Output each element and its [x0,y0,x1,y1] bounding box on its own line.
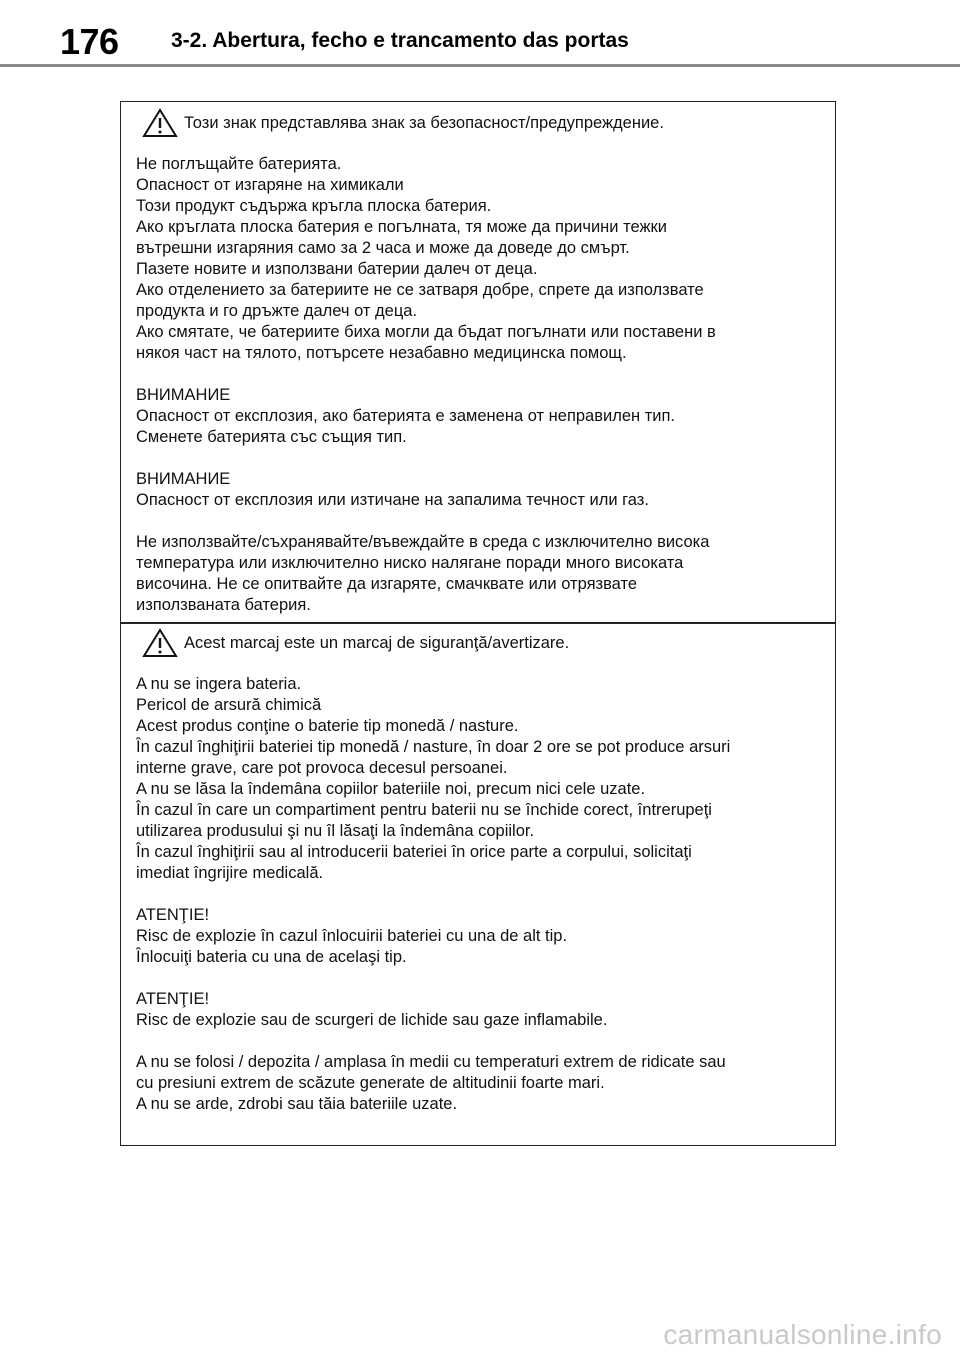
warning-triangle-icon [142,628,178,658]
text-line: A nu se lăsa la îndemâna copiilor bateriile noi, precum nici cele uzate. [136,780,646,798]
language-divider [120,622,836,624]
text-line: Не поглъщайте батерията. [136,155,342,173]
page-header [0,0,960,72]
text-line: În cazul în care un compartiment pentru baterii nu se închide corect, întrerupeţi [136,801,712,819]
text-line: Ако смятате, че батериите биха могли да бъдат погълнати или поставени в [136,323,716,341]
paragraph [136,469,816,511]
warning-paragraphs [136,154,816,616]
text-line: cu presiuni extrem de scăzute generate de altitudinii foarte mari. [136,1074,605,1092]
paragraph [136,674,816,884]
text-line: ATENŢIE! [136,906,210,924]
text-line: ATENŢIE! [136,990,210,1008]
text-line: A nu se ingera bateria. [136,675,302,693]
text-line: използваната батерия. [136,596,311,614]
text-line: температура или изключително ниско налягане поради много високата [136,554,684,572]
paragraph [136,532,816,616]
text-line: продукта и го дръжте далеч от деца. [136,302,418,320]
paragraph [136,385,816,448]
text-line: interne grave, care pot provoca decesul persoanei. [136,759,508,777]
text-line: Този продукт съдържа кръгла плоска батерия. [136,197,492,215]
text-line: ВНИМАНИЕ [136,470,231,488]
text-line: Risc de explozie în cazul înlocuirii bateriei cu una de alt tip. [136,927,568,945]
text-line: ВНИМАНИЕ [136,386,231,404]
text-line: A nu se arde, zdrobi sau tăia bateriile uzate. [136,1095,458,1113]
text-line: Опасност от изгаряне на химикали [136,176,404,194]
page-number: 176 [60,21,119,62]
text-line: Pericol de arsură chimică [136,696,322,714]
text-line: Ако отделението за батериите не се затваря добре, спрете да използвате [136,281,704,299]
text-line: Опасност от експлозия, ако батерията е заменена от неправилен тип. [136,407,676,425]
paragraph [136,905,816,968]
text-line: вътрешни изгаряния само за 2 часа и може да доведе до смърт. [136,239,630,257]
text-line: Опасност от експлозия или изтичане на запалима течност или газ. [136,491,649,509]
warning-title: Този знак представлява знак за безопасност/предупреждение. [184,113,664,132]
paragraph [136,989,816,1031]
text-line: Înlocuiţi bateria cu una de acelaşi tip. [136,948,407,966]
text-line: височина. Не се опитвайте да изгаряте, смачквате или отрязвате [136,575,638,593]
text-line: Acest produs conţine o baterie tip monedă / nasture. [136,717,519,735]
text-line: Пазете новите и използвани батерии далеч от деца. [136,260,538,278]
text-line: În cazul înghiţirii sau al introducerii bateriei în orice parte a corpului, solicitaţi [136,843,692,861]
warning-block-bulgarian [136,108,816,616]
text-line: A nu se folosi / depozita / amplasa în medii cu temperaturi extrem de ridicate sau [136,1053,726,1071]
text-line: utilizarea produsului şi nu îl lăsaţi la îndemâna copiilor. [136,822,535,840]
text-line: În cazul înghiţirii bateriei tip monedă / nasture, în doar 2 ore se pot produce arsuri [136,738,731,756]
text-line: Ако кръглата плоска батерия е погълната, тя може да причини тежки [136,218,667,236]
warning-title-row [136,628,816,658]
paragraph [136,1052,816,1115]
text-line: някоя част на тялото, потърсете незабавно медицинска помощ. [136,344,627,362]
paragraph [136,154,816,364]
warning-paragraphs [136,674,816,1115]
text-line: Не използвайте/съхранявайте/въвеждайте в среда с изключително висока [136,533,710,551]
warning-triangle-icon [142,108,178,138]
warning-title-row [136,108,816,138]
text-line: Сменете батерията със същия тип. [136,428,407,446]
text-line: Risc de explozie sau de scurgeri de lichide sau gaze inflamabile. [136,1011,608,1029]
section-title: 3-2. Abertura, fecho e trancamento das portas [171,29,629,52]
warning-block-romanian [136,628,816,1115]
watermark: carmanualsonline.info [663,1319,942,1350]
header-rule [0,64,960,67]
warning-title: Acest marcaj este un marcaj de siguranţă/avertizare. [184,633,570,652]
text-line: imediat îngrijire medicală. [136,864,324,882]
